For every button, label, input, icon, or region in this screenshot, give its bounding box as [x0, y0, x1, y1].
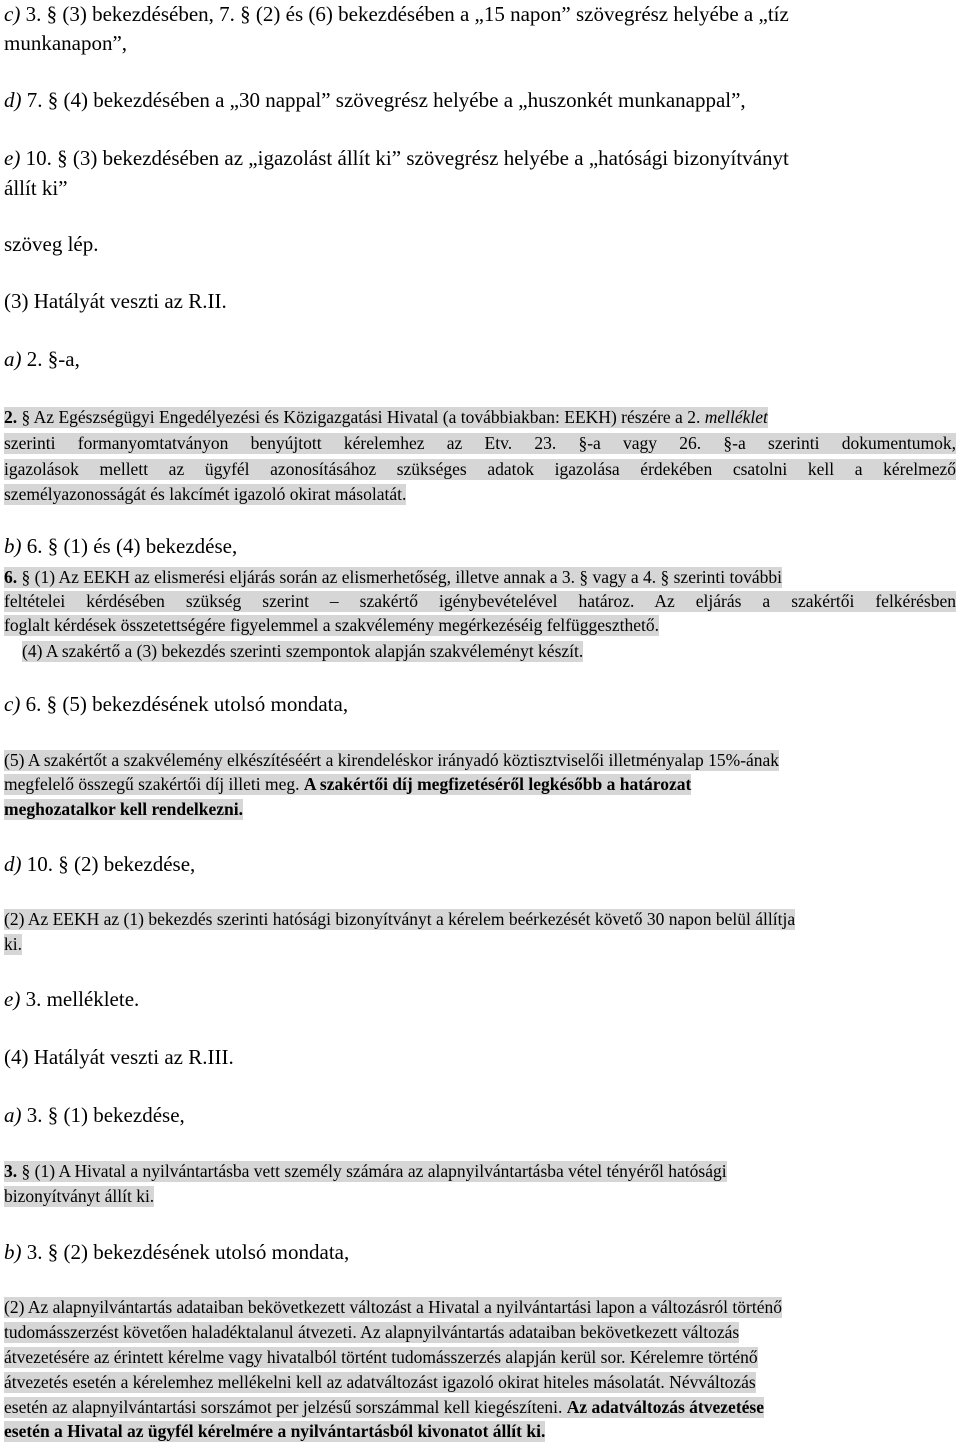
- text: 6. § (1) és (4) bekezdése,: [21, 534, 238, 558]
- repeal-item-b: [4, 533, 237, 559]
- quoted-paragraph-line: [4, 908, 795, 930]
- item-letter: d): [4, 88, 22, 112]
- repeal-item-a2: [4, 1102, 185, 1128]
- text: bizonyítványt állít ki.: [4, 1186, 155, 1206]
- text: § Az Egészségügyi Engedélyezési és Közigazgatási Hivatal (a továbbiakban: EEKH) részére a 2.: [17, 407, 701, 427]
- item-letter: b): [4, 1240, 22, 1264]
- amendment-e-line: [4, 145, 789, 171]
- section-number: 2.: [4, 407, 18, 427]
- item-letter: c): [4, 2, 21, 26]
- text: Az adatváltozás átvezetése: [566, 1397, 764, 1417]
- highlighted-text: [4, 567, 782, 588]
- item-letter: a): [4, 1103, 22, 1127]
- item-letter: a): [4, 347, 22, 371]
- repeal-heading-rii: (3) Hatályát veszti az R.II.: [4, 289, 227, 313]
- quoted-paragraph-line: [4, 432, 956, 454]
- quoted-paragraph-line: [4, 1346, 758, 1368]
- section-number: 6.: [4, 567, 18, 587]
- quoted-paragraph-line: [4, 566, 782, 588]
- text: melléklet: [700, 407, 768, 427]
- item-letter: b): [4, 534, 22, 558]
- quoted-paragraph-line: [4, 1396, 764, 1418]
- text: 10. § (2) bekezdése,: [21, 852, 196, 876]
- quoted-paragraph-line: [4, 1185, 154, 1207]
- amendment-d-line: [4, 87, 746, 113]
- quoted-paragraph-line: [4, 483, 406, 505]
- text: (4) A szakértő a (3) bekezdés szerinti szempontok alapján szakvéleményt készít.: [22, 641, 584, 661]
- text: (5) A szakértőt a szakvélemény elkészítéséért a kirendeléskor irányadó köztisztviselői illetményalap 15%-ának: [4, 750, 780, 770]
- text: megfelelő összegű szakértői díj illeti meg.: [4, 774, 304, 794]
- quoted-paragraph-line: [4, 933, 22, 955]
- text: átvezetésére az érintett kérelme vagy hivatalból történt tudomásszerzés alapján kerül sor. Kérelemre történő: [4, 1347, 758, 1367]
- text: meghozatalkor kell rendelkezni.: [4, 799, 243, 819]
- section-number: 3.: [4, 1161, 18, 1181]
- text: szerinti formanyomtatványon benyújtott kérelemhez az Etv. 23. §-a vagy 26. §-a szerinti dokumentumok,: [4, 433, 956, 453]
- text: § (1) A Hivatal a nyilvántartásba vett személy számára az alapnyilvántartásba vétel tényéről hatósági: [17, 1161, 727, 1181]
- repeal-item-d: [4, 851, 195, 877]
- text: személyazonosságát és lakcímét igazoló okirat másolatát.: [4, 484, 407, 504]
- text: 10. § (3) bekezdésében az „igazolást állít ki” szövegrész helyébe a „hatósági bizonyítványt: [20, 146, 789, 170]
- text: esetén a Hivatal az ügyfél kérelmére a nyilvántartásból kivonatot állít ki.: [4, 1421, 546, 1441]
- highlighted-text: [4, 1397, 764, 1418]
- quoted-paragraph-line: [4, 1296, 782, 1318]
- text: tudomásszerzést követően haladéktalanul átvezeti. Az alapnyilvántartás adataiban bekövetkezett változás: [4, 1322, 740, 1342]
- amendment-c-continued: munkanapon”,: [4, 31, 128, 55]
- highlighted-text: [4, 407, 768, 428]
- text: ki.: [4, 934, 22, 954]
- repeal-item-e: [4, 986, 139, 1012]
- quoted-paragraph-line: [4, 458, 956, 480]
- quoted-paragraph-line: [4, 749, 779, 771]
- repeal-item-a: [4, 346, 80, 372]
- text: 3. § (3) bekezdésében, 7. § (2) és (6) bekezdésében a „15 napon” szövegrész helyébe a „tíz: [20, 2, 789, 26]
- repeal-heading-riii: (4) Hatályát veszti az R.III.: [4, 1045, 234, 1069]
- text: (2) Az EEKH az (1) bekezdés szerinti hatósági bizonyítványt a kérelem beérkezését követő 30 napon belül állítja: [4, 909, 796, 929]
- text: § (1) Az EEKH az elismerési eljárás során az elismerhetőség, illetve annak a 3. § vagy a 4. § szerinti további: [17, 567, 782, 587]
- quoted-paragraph-line: [4, 614, 659, 636]
- item-letter: c): [4, 692, 21, 716]
- text-line: szöveg lép.: [4, 232, 99, 256]
- repeal-item-c: [4, 691, 348, 717]
- text: igazolások mellett az ügyfél azonosításához szükséges adatok igazolása érdekében csatolni kell a kérelmező: [4, 459, 956, 479]
- quoted-paragraph-line: [4, 773, 691, 795]
- highlighted-text: [4, 774, 691, 795]
- text: 3. melléklete.: [20, 987, 140, 1011]
- text: 3. § (2) bekezdésének utolsó mondata,: [21, 1240, 350, 1264]
- item-letter: e): [4, 987, 21, 1011]
- text: 7. § (4) bekezdésében a „30 nappal” szövegrész helyébe a „huszonkét munkanappal”,: [21, 88, 746, 112]
- quoted-paragraph-line: [22, 640, 583, 662]
- text: A szakértői díj megfizetéséről legkésőbb a határozat: [303, 774, 692, 794]
- quoted-paragraph-line: [4, 1160, 727, 1182]
- text: (2) Az alapnyilvántartás adataiban bekövetkezett változást a Hivatal a nyilvántartási lapon a változásról történő: [4, 1297, 782, 1317]
- text: 6. § (5) bekezdésének utolsó mondata,: [20, 692, 349, 716]
- text: foglalt kérdések összetettségére figyelemmel a szakvélemény megérkezéséig felfüggeszthető.: [4, 615, 659, 635]
- quoted-paragraph-line: [4, 1321, 739, 1343]
- repeal-item-b2: [4, 1239, 349, 1265]
- text: feltételei kérdésében szükség szerint – szakértő igénybevételével határoz. Az eljárás a szakértői felkérésben: [4, 591, 956, 611]
- quoted-paragraph-line: [4, 798, 243, 820]
- text: 2. §-a,: [21, 347, 80, 371]
- amendment-c-line: [4, 1, 789, 27]
- item-letter: d): [4, 852, 22, 876]
- text: átvezetés esetén a kérelemhez mellékelni kell az adatváltozást igazoló okirat hiteles másolatát. Névváltozás: [4, 1372, 756, 1392]
- quoted-paragraph-line: [4, 1371, 756, 1393]
- quoted-paragraph-line: [4, 406, 768, 428]
- item-letter: e): [4, 146, 21, 170]
- highlighted-text: [4, 1161, 727, 1182]
- amendment-e-continued: állít ki”: [4, 176, 68, 200]
- text: esetén az alapnyilvántartási sorszámot per jelzésű sorszámmal kell kiegészíteni.: [4, 1397, 567, 1417]
- text: 3. § (1) bekezdése,: [21, 1103, 185, 1127]
- quoted-paragraph-line: [4, 1420, 545, 1442]
- quoted-paragraph-line: [4, 590, 956, 612]
